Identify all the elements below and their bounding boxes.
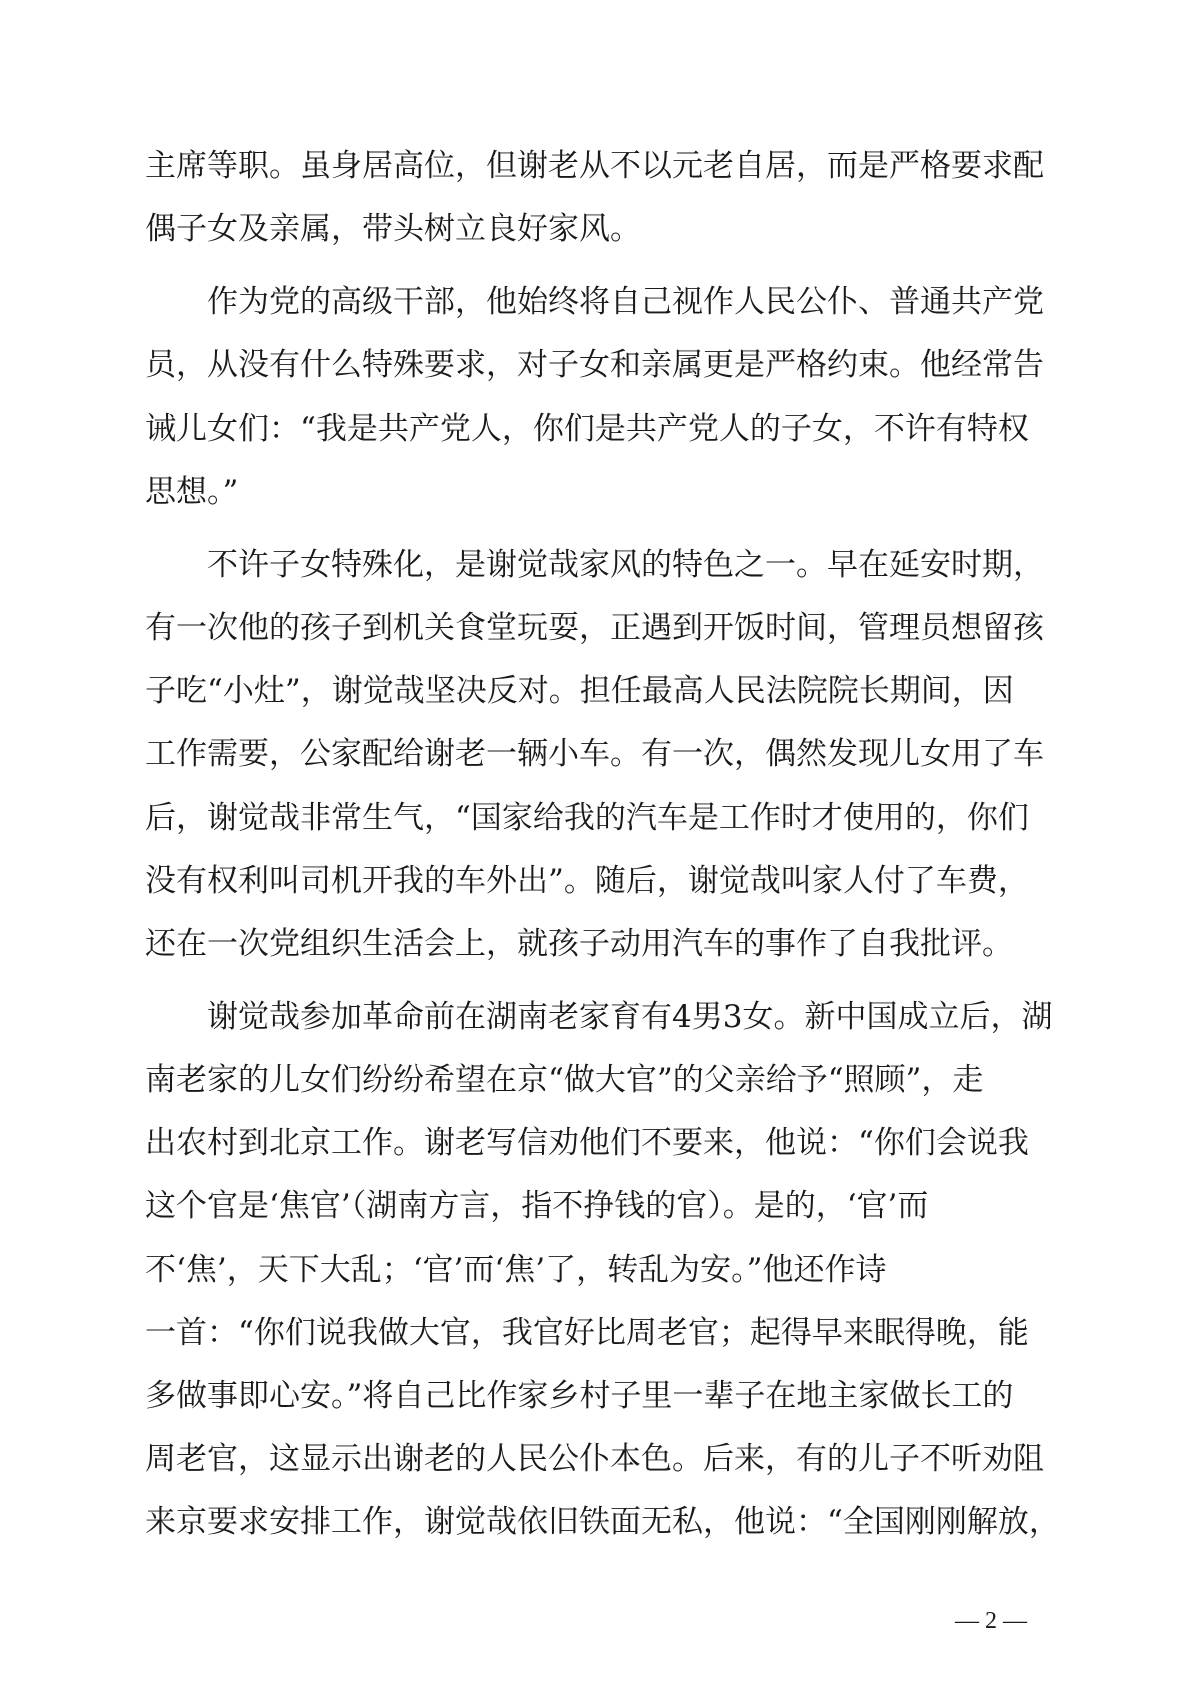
text-line: 有一次他的孩子到机关食堂玩耍，正遇到开饭时间，管理员想留孩 [145, 610, 1044, 646]
text-line: 子吃“小灶”，谢觉哉坚决反对。担任最高人民法院院长期间，因 [145, 673, 1014, 709]
text-line: 一首：“你们说我做大官，我官好比周老官；起得早来眠得晚，能 [145, 1315, 1029, 1351]
text-line: 南老家的儿女们纷纷希望在京“做大官”的父亲给予“照顾”，走 [145, 1062, 984, 1098]
page-number: — 2 — [955, 1608, 1027, 1634]
text-line: 诫儿女们：“我是共产党人，你们是共产党人的子女，不许有特权 [145, 411, 1029, 447]
text-line: 不‘焦’，天下大乱；‘官’而‘焦’了，转乱为安。”他还作诗 [145, 1252, 887, 1288]
text-line: 不许子女特殊化，是谢觉哉家风的特色之一。早在延安时期， [145, 547, 1044, 583]
text-line: 后，谢觉哉非常生气，“国家给我的汽车是工作时才使用的，你们 [145, 800, 1029, 836]
text-line: 这个官是‘焦官’（湖南方言，指不挣钱的官）。是的，‘官’而 [145, 1188, 929, 1224]
text-line: 周老官，这显示出谢老的人民公仆本色。后来，有的儿子不听劝阻 [145, 1441, 1044, 1477]
text-line: 工作需要，公家配给谢老一辆小车。有一次，偶然发现儿女用了车 [145, 736, 1044, 772]
text-line: 主席等职。虽身居高位，但谢老从不以元老自居，而是严格要求配 [145, 148, 1044, 184]
text-line: 出农村到北京工作。谢老写信劝他们不要来，他说：“你们会说我 [145, 1125, 1029, 1161]
text-line: 员，从没有什么特殊要求，对子女和亲属更是严格约束。他经常告 [145, 347, 1044, 383]
text-line: 作为党的高级干部，他始终将自己视作人民公仆、普通共产党 [145, 284, 1044, 320]
text-line: 谢觉哉参加革命前在湖南老家育有4男3女。新中国成立后，湖 [145, 999, 1053, 1035]
text-line: 没有权利叫司机开我的车外出”。随后，谢觉哉叫家人付了车费， [145, 863, 1029, 899]
text-line: 多做事即心安。”将自己比作家乡村子里一辈子在地主家做长工的 [145, 1378, 1014, 1414]
text-line: 偶子女及亲属，带头树立良好家风。 [145, 211, 641, 247]
text-line: 还在一次党组织生活会上，就孩子动用汽车的事作了自我批评。 [145, 926, 1013, 962]
text-line: 思想。” [145, 474, 239, 510]
text-line: 来京要求安排工作，谢觉哉依旧铁面无私，他说：“全国刚刚解放， [145, 1504, 1060, 1540]
